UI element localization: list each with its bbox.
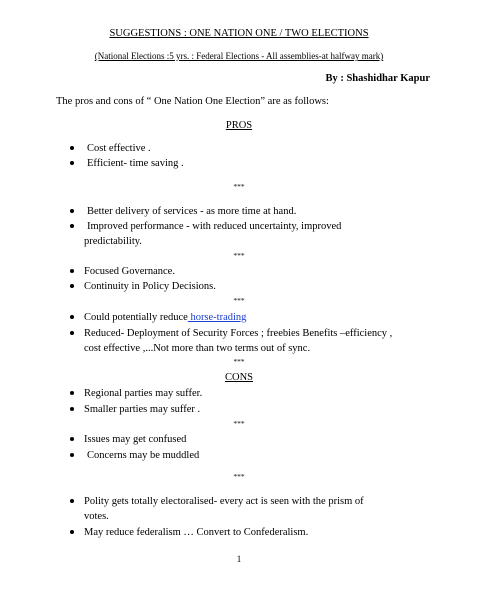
list-item-continuation: votes. — [84, 511, 109, 522]
intro-text: The pros and cons of “ One Nation One Election” are as follows: — [56, 96, 329, 107]
list-item: Concerns may be muddled — [87, 450, 200, 461]
bullet-icon — [70, 453, 74, 457]
list-item — [84, 311, 246, 324]
list-item-continuation: predictability. — [84, 236, 142, 247]
section-separator: *** — [233, 419, 245, 428]
bullet-icon — [70, 530, 74, 534]
section-separator: *** — [233, 357, 245, 366]
author-line: By : Shashidhar Kapur — [325, 73, 430, 84]
list-item: Focused Governance. — [84, 266, 175, 277]
list-item: Better delivery of services - as more time at hand. — [87, 206, 297, 217]
bullet-icon — [70, 437, 74, 441]
horse-trading-link[interactable]: horse-trading — [187, 312, 247, 323]
section-separator: *** — [233, 296, 245, 305]
page-number: 1 — [236, 554, 242, 564]
list-item: Polity gets totally electoralised- every act is seen with the prism of — [84, 496, 364, 507]
document-subtitle: (National Elections :5 yrs. : Federal Elections - All assemblies-at halfway mark) — [94, 51, 384, 61]
list-item-text: Could potentially reduce — [84, 312, 188, 323]
pros-heading: PROS — [225, 120, 253, 131]
document-title: SUGGESTIONS : ONE NATION ONE / TWO ELECTIONS — [109, 28, 369, 39]
list-item: Cost effective . — [87, 143, 151, 154]
bullet-icon — [70, 209, 74, 213]
section-separator: *** — [233, 472, 245, 481]
bullet-icon — [70, 499, 74, 503]
bullet-icon — [70, 224, 74, 228]
list-item: Smaller parties may suffer . — [84, 404, 201, 415]
cons-heading: CONS — [224, 372, 253, 383]
bullet-icon — [70, 315, 74, 319]
bullet-icon — [70, 161, 74, 165]
bullet-icon — [70, 146, 74, 150]
bullet-icon — [70, 331, 74, 335]
list-item: May reduce federalism … Convert to Confederalism. — [84, 527, 309, 538]
list-item: Efficient- time saving . — [87, 158, 184, 169]
bullet-icon — [70, 407, 74, 411]
list-item: Reduced- Deployment of Security Forces ; freebies Benefits –efficiency , — [84, 328, 393, 339]
list-item: Improved performance - with reduced uncertainty, improved — [87, 221, 342, 232]
bullet-icon — [70, 391, 74, 395]
bullet-icon — [70, 284, 74, 288]
section-separator: *** — [233, 182, 245, 191]
bullet-icon — [70, 269, 74, 273]
list-item: Issues may get confused — [84, 434, 187, 445]
list-item: Continuity in Policy Decisions. — [84, 281, 216, 292]
list-item-continuation: cost effective ,...Not more than two terms out of sync. — [84, 343, 311, 354]
section-separator: *** — [233, 251, 245, 260]
list-item: Regional parties may suffer. — [84, 388, 203, 399]
